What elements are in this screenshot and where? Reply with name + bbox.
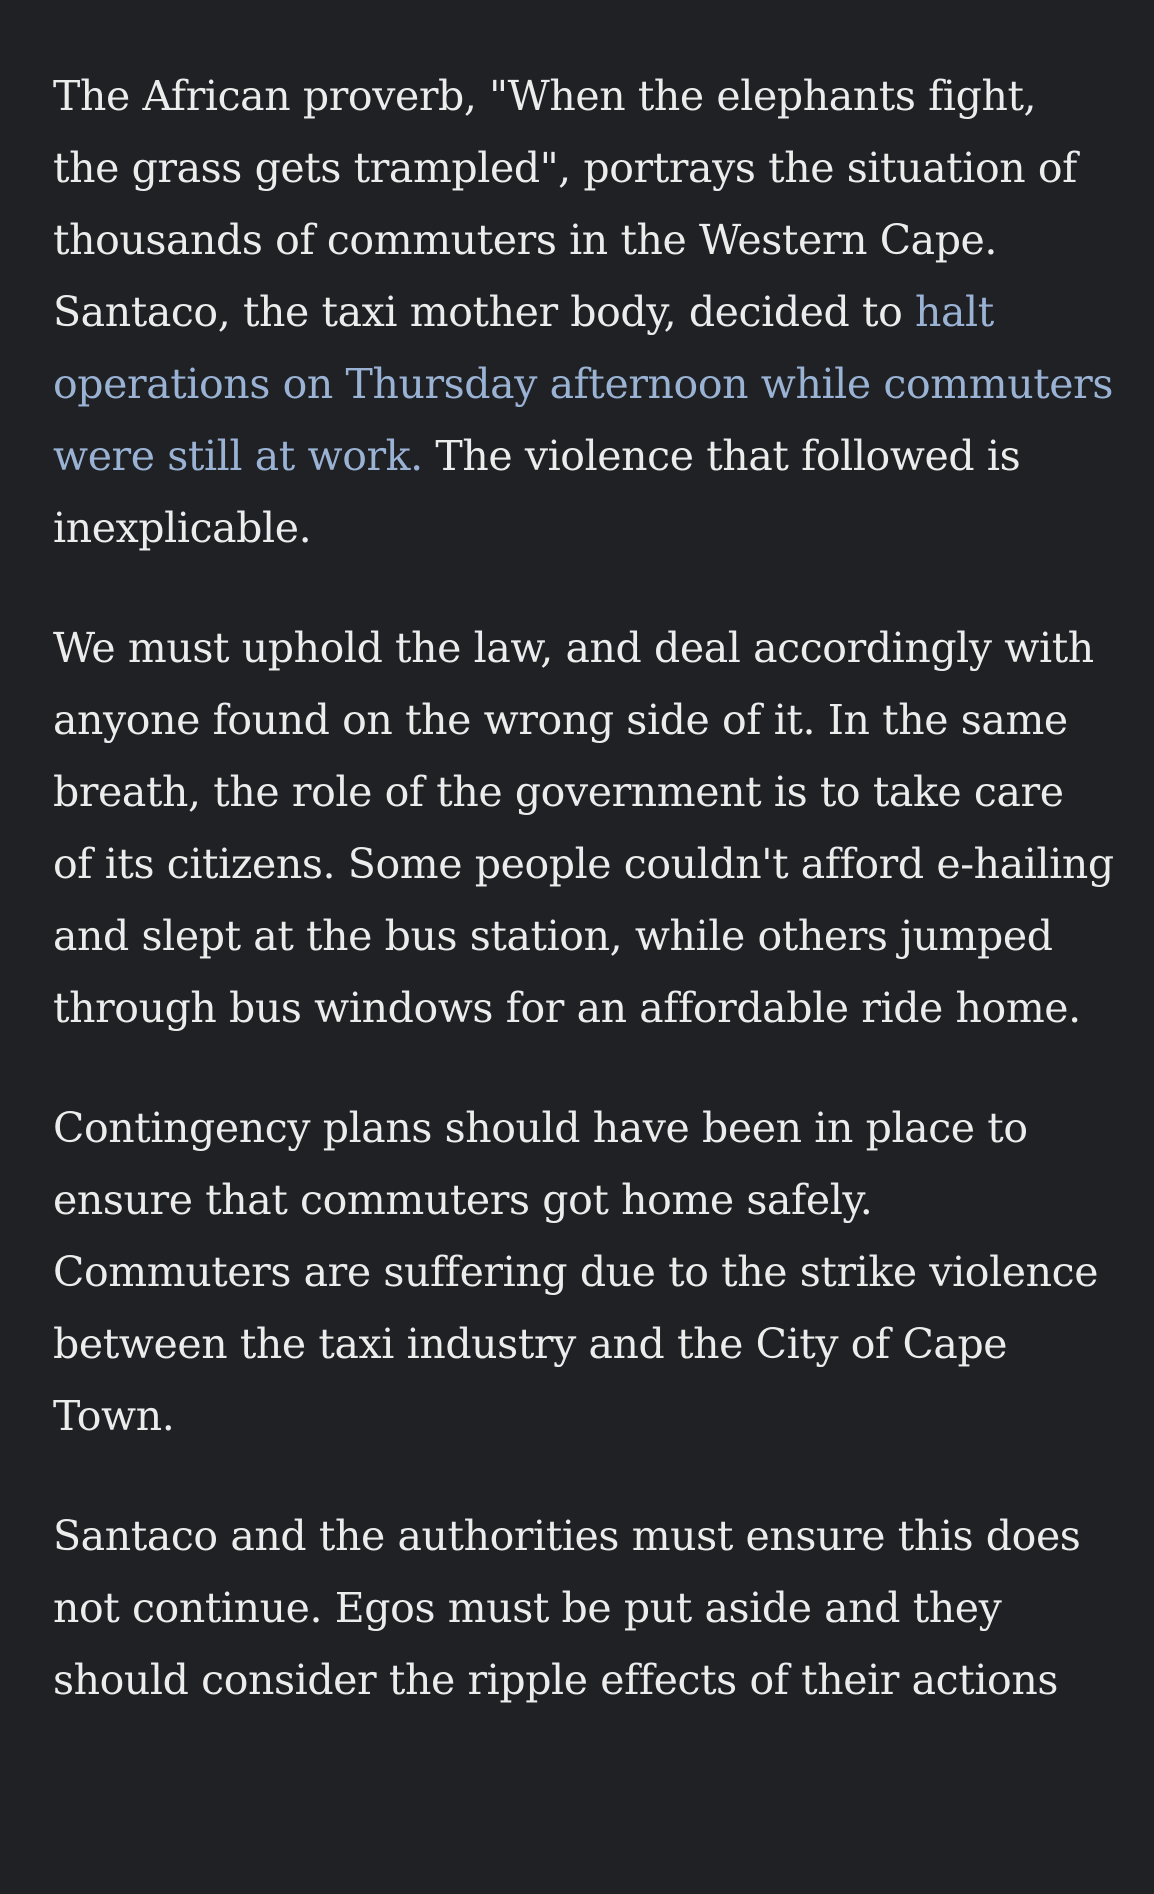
paragraph-2: We must uphold the law, and deal accordingly with anyone found on the wrong side of it. In the same breath, the role of the government is to take care of its citizens. Some people couldn't afford e-hailing and slept at the bus station, while others jumped through bus windows for an affordable ride home. — [53, 624, 1114, 1032]
paragraph-4: Santaco and the authorities must ensure this does not continue. Egos must be put aside and they should consider the ripple effects of their actions — [53, 1512, 1081, 1704]
paragraph-1-text-before: The African proverb, "When the elephants fight, the grass gets trampled", portrays the situation of thousands of commuters in the Western Cape. Santaco, the taxi mother body, decided to — [53, 72, 1077, 336]
paragraph-1 — [53, 60, 1114, 564]
paragraph-1-text-after: The violence that followed is inexplicable. — [53, 432, 1021, 552]
halt-operations-link[interactable]: halt operations on Thursday afternoon while commuters were still at work. — [53, 288, 1113, 480]
paragraph-3: Contingency plans should have been in place to ensure that commuters got home safely. Commuters are suffering due to the strike violence between the taxi industry and the City of Cape Town. — [53, 1104, 1099, 1440]
